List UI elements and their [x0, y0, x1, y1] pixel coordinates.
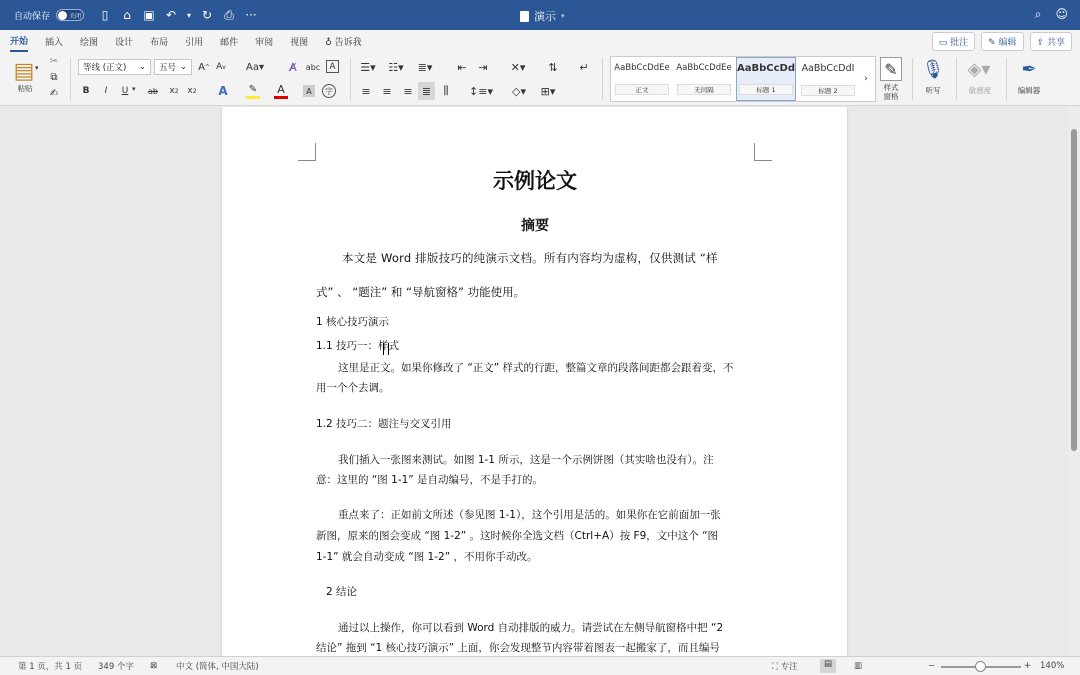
decrease-indent-icon[interactable]: ⇤	[457, 60, 467, 74]
undo-icon[interactable]: ↶	[165, 8, 177, 22]
text-effects-icon[interactable]: A	[218, 84, 228, 98]
shrink-font-icon[interactable]: A v	[216, 62, 226, 72]
more-icon[interactable]: ···	[245, 8, 257, 22]
bold-button[interactable]: B	[82, 86, 90, 96]
share-button[interactable]	[1030, 32, 1072, 51]
chevron-down-icon: ⌄	[138, 62, 146, 72]
word-count[interactable]: 349 个字	[98, 662, 134, 672]
phonetic-guide-icon[interactable]: abc	[305, 62, 321, 72]
document-title-text: 演示	[534, 10, 556, 23]
body-line: 1-1” 就会自动变成 “图 1-2” ，不用你手动改。	[316, 551, 538, 563]
share-icon: ⇪	[1036, 38, 1045, 48]
body-line: 我们插入一张图来测试。如图 1-1 所示，这是一个示例饼图（其实啥也没有）。注	[338, 454, 714, 466]
distributed-icon[interactable]: ⫼	[443, 84, 449, 97]
underline-button[interactable]: U	[121, 86, 129, 96]
sort-icon[interactable]: ⇅	[548, 60, 558, 74]
tab-design[interactable]: 设计	[115, 37, 134, 48]
body-line: 这里是正文。如果你修改了 “正文” 样式的行距，整篇文章的段落间距都会跟着变，不	[338, 362, 734, 374]
paste-dropdown-icon[interactable]: ▾	[35, 64, 39, 72]
cut-icon[interactable]: ✂	[49, 56, 59, 67]
character-border-icon[interactable]: A	[326, 60, 339, 73]
print-icon[interactable]: ⎙	[224, 7, 234, 22]
proofing-icon[interactable]: ⊠	[150, 661, 158, 671]
tab-mailings[interactable]: 邮件	[220, 37, 239, 48]
editor-label: 编辑器	[1017, 86, 1041, 95]
focus-label: 专注	[780, 662, 798, 672]
body-line: 意：这里的 “图 1-1” 是自动编号，不是手打的。	[316, 474, 544, 486]
chevron-down-icon: ▾	[561, 12, 565, 20]
undo-dropdown-icon[interactable]: ▾	[187, 10, 192, 20]
zoom-level[interactable]: 140%	[1040, 661, 1065, 671]
superscript-button[interactable]: x 2	[187, 86, 197, 96]
doc-title: 示例论文	[493, 168, 577, 193]
abstract-line: 本文是 Word 排版技巧的纯演示文档。所有内容均为虚构，仅供测试 “样	[342, 251, 718, 265]
increase-indent-icon[interactable]: ⇥	[478, 60, 488, 74]
body-line: 新图，原来的图会变成 “图 1-2” 。这时候你全选文档（Ctrl+A）按 F9，文中这个 “图	[316, 530, 719, 542]
show-marks-icon[interactable]: ↵	[579, 60, 589, 74]
ribbon-separator	[70, 58, 71, 100]
ribbon-tabs	[0, 30, 1080, 52]
align-center-icon[interactable]: ≡	[382, 84, 392, 98]
autosave-toggle[interactable]	[56, 9, 84, 21]
tab-review[interactable]: 审阅	[255, 37, 274, 48]
web-layout-icon[interactable]: ▥	[854, 661, 863, 671]
document-page[interactable]	[222, 107, 847, 656]
tab-insert[interactable]: 插入	[45, 37, 64, 48]
comment-icon: ▭	[938, 38, 948, 48]
style-name: 标题 1	[739, 84, 793, 95]
format-painter-icon[interactable]: ✍	[49, 88, 59, 99]
redo-icon[interactable]: ↻	[201, 8, 213, 22]
style-preview: AaBbCcDdI	[801, 62, 855, 74]
style-no-spacing[interactable]	[674, 57, 734, 101]
autosave-label: 自动保存	[14, 11, 51, 22]
style-name: 标题 2	[801, 85, 855, 96]
tab-layout[interactable]: 布局	[150, 37, 169, 48]
document-title[interactable]	[520, 8, 565, 24]
zoom-slider-handle[interactable]	[975, 661, 986, 672]
style-heading-1[interactable]	[736, 57, 796, 101]
status-bar	[0, 656, 1080, 675]
quick-access-toolbar	[98, 8, 258, 23]
ribbon-separator	[1006, 58, 1007, 100]
microphone-icon[interactable]: 🎙	[921, 58, 945, 80]
styles-pane-icon[interactable]: ✎	[880, 57, 902, 81]
print-layout-icon[interactable]: ▤	[820, 659, 836, 673]
chevron-down-icon: ⌄	[179, 62, 187, 72]
body-line: 结论” 拖到 “1 核心技巧演示” 上面，你会发现整节内容带着图表一起搬家了，而且编号	[316, 642, 720, 654]
subscript-button[interactable]: x 2	[169, 86, 179, 96]
save-icon[interactable]: ▣	[143, 8, 155, 22]
scrollbar-thumb[interactable]	[1071, 129, 1077, 451]
character-shading-icon[interactable]: A	[303, 85, 315, 97]
abstract-heading: 摘要	[521, 218, 549, 234]
page-count[interactable]: 第 1 页，共 1 页	[18, 662, 83, 672]
strikethrough-button[interactable]: ab	[148, 86, 158, 96]
numbering-icon[interactable]: ☷▾	[388, 60, 404, 74]
editor-icon[interactable]: ✒	[1021, 58, 1037, 80]
align-left-icon[interactable]: ≡	[361, 84, 371, 98]
paste-button[interactable]: ▤	[13, 58, 35, 84]
font-color-icon[interactable]: A	[274, 83, 288, 99]
font-family-select[interactable]	[78, 59, 151, 75]
word-doc-icon	[520, 11, 529, 22]
grow-font-icon[interactable]: A ^	[198, 61, 210, 73]
search-icon[interactable]: ⌕	[1034, 7, 1042, 21]
document-canvas[interactable]	[0, 107, 1068, 656]
style-preview: AaBbCcDdEe	[614, 62, 670, 73]
clear-format-icon[interactable]: A̸	[289, 60, 297, 74]
comments-label: 批注	[950, 38, 969, 48]
comments-button[interactable]	[932, 32, 975, 51]
heading-2: 2 结论	[326, 586, 358, 598]
ribbon-separator	[602, 58, 603, 100]
tab-draw[interactable]: 绘图	[80, 37, 99, 48]
account-icon[interactable]: ☺	[1055, 7, 1068, 21]
lightbulb-icon: ♁	[325, 37, 332, 48]
heading-1-2: 1.2 技巧二：题注与交叉引用	[316, 418, 452, 430]
ribbon-separator	[350, 58, 351, 100]
body-line: 重点来了：正如前文所述（参见图 1-1），这个引用是活的。如果你在它前面加一张	[338, 509, 721, 521]
body-line: 通过以上操作，你可以看到 Word 自动排版的威力。请尝试在左侧导航窗格中把 “2	[338, 622, 724, 634]
tab-references[interactable]: 引用	[185, 37, 204, 48]
borders-icon[interactable]: ⊞▾	[540, 84, 556, 98]
styles-pane-label: 样式 窗格	[883, 83, 899, 101]
dictate-label: 听写	[925, 86, 941, 95]
underline-dropdown-icon[interactable]: ▾	[132, 85, 136, 93]
line-spacing-icon[interactable]: ↕≡▾	[469, 84, 493, 98]
ribbon-home	[0, 52, 1080, 106]
styles-gallery	[610, 56, 876, 102]
body-line: 用一个个去调。	[316, 382, 390, 394]
bullets-icon[interactable]: ☰▾	[360, 60, 376, 74]
toggle-knob	[58, 11, 67, 20]
abstract-line: 式” 、 “题注” 和 “导航窗格” 功能使用。	[316, 285, 526, 299]
home-icon[interactable]: ⌂	[123, 8, 131, 22]
tell-me-label: 告诉我	[334, 37, 362, 48]
style-normal[interactable]	[612, 57, 672, 101]
font-family-value: 等线 (正文)	[83, 63, 127, 73]
style-preview: AaBbCcDdEe	[676, 62, 732, 73]
tab-view[interactable]: 视图	[290, 37, 309, 48]
highlight-icon[interactable]: ✎	[246, 83, 260, 99]
edit-mode-button[interactable]	[981, 32, 1023, 51]
justify-icon[interactable]: ≣	[418, 82, 435, 100]
copy-icon[interactable]: ⧉	[50, 72, 58, 83]
tell-me[interactable]	[325, 32, 361, 51]
text-cursor-icon	[383, 343, 389, 355]
font-size-select[interactable]	[154, 59, 192, 75]
crop-mark	[298, 143, 316, 161]
style-heading-2[interactable]	[798, 57, 858, 101]
asian-layout-icon[interactable]: ✕▾	[510, 60, 526, 74]
toggle-label: 关闭	[69, 12, 82, 20]
tab-home[interactable]: 开始	[10, 31, 28, 52]
sensitivity-icon[interactable]: ◈▾	[967, 58, 991, 80]
language[interactable]: 中文 (简体, 中国大陆)	[176, 662, 259, 672]
font-size-value: 五号	[159, 63, 177, 73]
multilevel-list-icon[interactable]: ≣▾	[417, 60, 433, 74]
sensitivity-label: 敏感度	[968, 86, 992, 95]
heading-1-1: 1.1 技巧一：样式	[316, 340, 400, 352]
style-preview: AaBbCcDd	[737, 63, 795, 74]
change-case-icon[interactable]: Aa▾	[246, 61, 264, 73]
pencil-icon: ✎	[988, 38, 996, 48]
new-document-icon[interactable]: ▯	[101, 8, 109, 22]
focus-icon: ⛶	[772, 662, 778, 672]
italic-button[interactable]: I	[104, 86, 108, 96]
edit-label: 编辑	[998, 38, 1017, 48]
share-label: 共享	[1046, 38, 1065, 48]
paragraph-shading-icon[interactable]: ◇▾	[512, 84, 526, 98]
enclose-character-icon[interactable]: 字	[322, 84, 336, 98]
styles-more-icon[interactable]: ›	[864, 74, 868, 84]
ribbon-separator	[912, 58, 913, 100]
vertical-scrollbar[interactable]	[1068, 107, 1080, 656]
crop-mark	[754, 143, 772, 161]
ribbon-separator	[956, 58, 957, 100]
heading-1: 1 核心技巧演示	[316, 316, 390, 328]
zoom-out-icon[interactable]: −	[928, 661, 936, 671]
style-name: 正文	[615, 84, 669, 95]
zoom-in-icon[interactable]: +	[1024, 661, 1032, 671]
paste-label: 粘贴	[17, 84, 33, 93]
title-bar	[0, 0, 1080, 30]
style-name: 无间隔	[677, 84, 731, 95]
focus-button[interactable]	[772, 660, 798, 672]
align-right-icon[interactable]: ≡	[403, 84, 413, 98]
